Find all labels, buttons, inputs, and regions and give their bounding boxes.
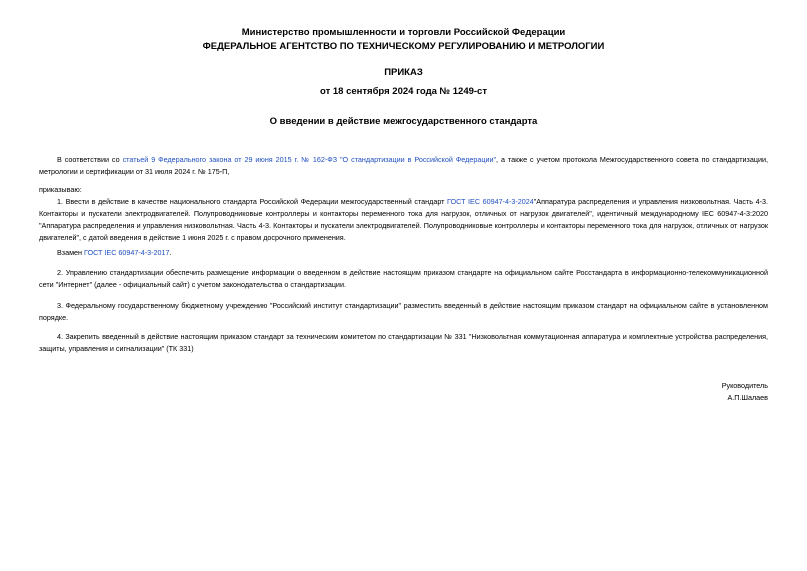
paragraph-orders: приказываю: [39, 185, 82, 194]
signature-role: Руководитель [721, 381, 768, 390]
agency-title: ФЕДЕРАЛЬНОЕ АГЕНТСТВО ПО ТЕХНИЧЕСКОМУ РЕГУЛИРОВАНИЮ И МЕТРОЛОГИИ [202, 41, 605, 52]
paragraph-item-2: 2. Управлению стандартизации обеспечить размещение информации о введенном в действие настоящим приказом стандарте на официальном сайте Росстандарта в информационно-телекоммуникационной сети "Интернет" (далее - официальный сайт) с учетом законодательства о стандартизации. [39, 268, 768, 289]
item-1-text-start: 1. Ввести в действие в качестве национального стандарта Российской Федерации межгосударственный стандарт [57, 197, 448, 206]
replacement-text-start: Взамен [57, 248, 84, 257]
signature-name: А.П.Шалаев [727, 393, 768, 402]
document-date-number: от 18 сентября 2024 года № 1249-ст [320, 86, 487, 97]
ministry-title: Министерство промышленности и торговли Российской Федерации [241, 27, 566, 38]
gost-2024-link[interactable]: ГОСТ IEC 60947-4-3-2024 [447, 197, 534, 206]
replacement-text-end: . [169, 248, 172, 257]
preamble-text-start: В соответствии со [57, 155, 123, 164]
paragraph-item-1 [39, 196, 768, 244]
paragraph-preamble [39, 154, 768, 178]
document-subject: О введении в действие межгосударственного стандарта [269, 116, 538, 127]
paragraph-item-4: 4. Закрепить введенный в действие настоящим приказом стандарт за техническим комитетом по стандартизации № 331 "Низковольтная коммутационная аппаратура и комплектные устройства распределения, защиты, управления и сигнализации" (ТК 331) [39, 332, 768, 353]
document-type: ПРИКАЗ [384, 67, 423, 78]
item-1-text-end: "Аппаратура распределения и управления низковольтная. Часть 4-3. Контакторы и пускатели электродвигателей. Полупроводниковые контроллеры и контакторы переменного тока для нагрузок, отличных от нагрузок двигателей", идентичный международному IEC 60947-4-3:2020 "Аппаратура распределения и управления низковольтная. Часть 4-3. Контакторы и пускатели электродвигателей. Полупроводниковые контроллеры и контакторы переменного тока для нагрузок, отличных от нагрузок двигателей", с датой введения в действие 1 июня 2025 г. с правом досрочного применения. [39, 197, 768, 242]
gost-2017-link[interactable]: ГОСТ IEC 60947-4-3-2017 [84, 248, 170, 257]
preamble-text-end: , а также с учетом протокола Межгосударственного совета по стандартизации, метрологии и сертификации от 31 июля 2024 г. № 175-П, [39, 155, 768, 176]
paragraph-item-3: 3. Федеральному государственному бюджетному учреждению "Российский институт стандартизации" разместить введенный в действие настоящим приказом стандарт на официальном сайте в установленном порядке. [39, 301, 768, 322]
law-article-link[interactable]: статьей 9 Федерального закона от 29 июня 2015 г. № 162-ФЗ "О стандартизации в Российской Федерации" [122, 155, 497, 164]
paragraph-replacement [39, 247, 768, 259]
